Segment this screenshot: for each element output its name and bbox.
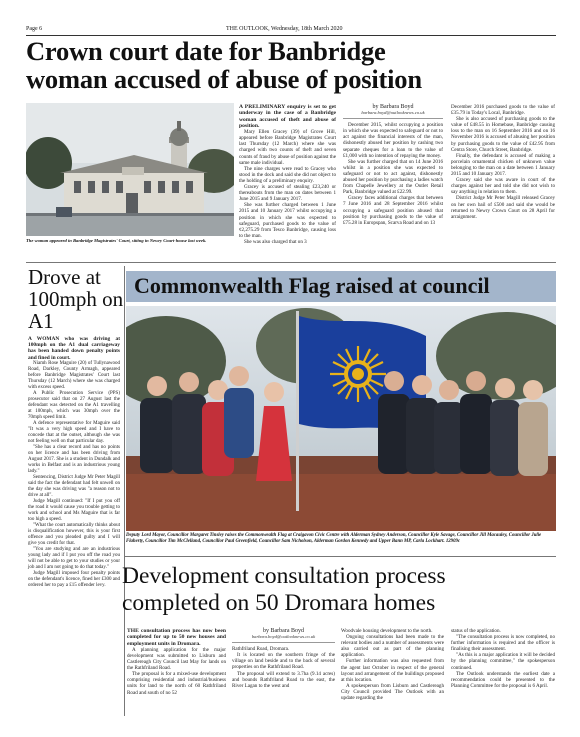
story4-paragraph: The proposal will extend to 3.7ha (9.14 acres) and bounds Rathfriland Road to the east, the River Lagan to the west and xyxy=(232,670,335,689)
story1-column-2 xyxy=(343,104,443,226)
story4-column-3 xyxy=(341,628,444,701)
story2-body xyxy=(28,336,120,589)
story4-paragraph: It is located on the southern fringe of the village on land beside and to the back of several properties on the Rathfriland Road. xyxy=(232,652,335,671)
story1-paragraph: She was further charged between 1 June 2015 and 10 January 2017 whilst occupying a position in which she was expected to safeguard, purchased goods to the value of ¢2,275.29 from Tesco Banbridge, causing loss to the man. xyxy=(239,202,336,239)
story2-paragraph: "She has a clear record and has no points on her licence and has been driving from August 2017. She is a student in Dundalk and works in Belfast and is an industrious young lady." xyxy=(28,445,120,475)
story4-paragraph: Further information was also requested from the agent last October in respect of the general layout and arrangement of the buildings proposed at this location. xyxy=(341,658,444,683)
story3-headline-bar xyxy=(126,271,556,302)
story4-paragraph: The Outlook understands the earliest date a recommendation could be presented to the Planning Committee for the proposal is 6 April. xyxy=(451,670,555,689)
story4-byline-email: barbara.boyd@outlooknews.co.uk xyxy=(232,634,335,643)
headline-line-1: Crown court date for Banbridge xyxy=(26,36,386,66)
story1-paragraph: She was also charged that on 3 xyxy=(244,238,307,245)
story1-column-1 xyxy=(239,104,336,245)
commonwealth-flag-emblem xyxy=(330,346,386,402)
story1-paragraph: December 2015, whilst occupying a position in which she was expected to safeguard or not to act against the financial interests of the man, dishonestly abused her position by cashing two separate cheques for a loan to the value of £1,000 with no intention of repaying the money. xyxy=(343,122,443,159)
story2-paragraph: Judge Magill continued: "If I put you off the road it would cause you trouble getting to work and school and Ms Maguire that is far too high a speed. xyxy=(28,499,120,523)
running-header xyxy=(26,24,556,36)
story1-column-3 xyxy=(451,104,555,220)
story2-headline: Drove at 100mph on A1 xyxy=(28,265,124,333)
story2-lead: A WOMAN who was driving at 100mph on the A1 dual carriageway has been handed down penalty points and fined in court. xyxy=(28,336,120,361)
story4-column-1 xyxy=(127,628,226,696)
story2-paragraph: "You are studying and are an industrious young lady and if I put you off the road you will not be able to get to your studies or your job and I am not going to do that today." xyxy=(28,547,120,571)
story1-paragraph: Gracey faces additional charges that between 7 June 2016 and 28 September 2016 whilst occupying a safeguard position abused that position by purchasing goods to the value of £75.28 in Europspan, Scarva Road and on 13 xyxy=(343,195,443,226)
column-divider xyxy=(124,266,125,716)
story4-paragraph: "As this is a major application it will be decided by the planning committee," the spokesperson continued. xyxy=(451,652,555,671)
flag-raising-photo xyxy=(126,306,556,531)
story1-byline-email: barbara.boyd@outlooknews.co.uk xyxy=(343,110,443,119)
story4-headline xyxy=(122,563,558,617)
story1-paragraph: She is also accused of purchasing goods to the value of £48.55 in Homebase, Banbridge causing loss to the man on 16 September 2016 and on 16 November 2016 is accused of abusing her position by purchasing goods to the value of £42.95 from Centra Store, Church Street, Banbridge. xyxy=(451,116,555,153)
story1-photo-caption: The woman appeared in Banbridge Magistrates' Court, sitting in Newry Court-house last week. xyxy=(26,238,207,243)
story1-paragraph: District Judge Mr Peter Magill released Gracey on her own bail of £500 and said she would be returned to Newry Crown Court on 28 April for arraignment. xyxy=(451,195,555,220)
courthouse-photo xyxy=(26,103,234,236)
story4-column-4 xyxy=(451,628,555,689)
story1-paragraph: She was further charged that on 14 June 2016 whilst in a position she was expected to safeguard or not to act against, dishonestly abused her position by purchasing a ladies watch from Chapelle Jewellery at the Outlet Retail Park, Banbridge valued at £22.99. xyxy=(343,158,443,196)
headline-line-2: completed on 50 Dromara homes xyxy=(122,590,436,616)
story2-paragraph: Judge Magill imposed four penalty points on the defendant's licence, fined her £300 and ordered her to pay a £15 offender levy. xyxy=(28,571,120,589)
story1-paragraph: Mary Ellen Gracey (39) of Grove Hill, appeared before Banbridge Magistrates Court last Thursday (12 March) where she was charged with two counts of theft and seven counts of fraud by abuse of position against the same male individual. xyxy=(239,129,336,166)
story1-paragraph: Gracey is accused of stealing £23,240 or thereabouts from the man on dates between 1 June 2015 and 9 January 2017. xyxy=(239,184,336,203)
story1-byline: by Barbara Boyd xyxy=(372,104,414,110)
story4-paragraph: The proposal is for a mixed-use development comprising residential and industrial/business units for land to the north of 60 Rathfriland Road and south of no 52 xyxy=(127,671,226,696)
paper-date: THE OUTLOOK, Wednesday, 18th March 2020 xyxy=(226,26,343,32)
story1-paragraph: December 2016 purchased goods to the value of £35.79 in Today's Local, Banbridge. xyxy=(451,104,555,117)
story2-paragraph: Sentencing, District Judge Mr Peter Magill said the fact the defendant had felt unwell on the day she was driving was "a reason not to drive at all". xyxy=(28,475,120,499)
story4-paragraph: Ongoing consultations had been made to the relevant bodies and a number of assessments were also carried out as part of the planning application. xyxy=(341,634,444,659)
story3-caption: Deputy Lord Mayor, Councillor Margaret Tinsley raises the Commonwealth Flag at Craigavon Civic Centre with Alderman Sydney Anderson, Councillor Kyle Savage, Councillor Jill Macauley, Councillor Julie Flaherty, Councillor Tim McClelland, Councillor Paul Greenfield, Councillor Sam Nicholson, Alderman Gordon Kennedy and Upper Bann MP, Carla Lockhart. 12909c xyxy=(126,533,542,544)
story4-paragraph: Woodvale housing development to the north. xyxy=(341,628,433,634)
story1-paragraph: Gracey said she was aware in court of the charges against her and told she did not wish to say anything in relation to them. xyxy=(451,177,555,196)
divider xyxy=(124,556,556,557)
story2-paragraph: A Public Prosecution Service (PPS) prosecutor said that on 27 August last the defendant was detected on the A1 travelling at 100mph, which was 30mph over the 70mph speed limit. xyxy=(28,390,120,420)
story4-paragraph: Rathfriland Road, Dromara. xyxy=(232,646,290,653)
story4-paragraph: status of the application. xyxy=(451,628,501,634)
story2-paragraph: "What the court automatically thinks about is disqualification however, this is your first offence and you pleaded guilty and I will give you credit for that. xyxy=(28,523,120,547)
story2-paragraph: A defence representative for Maguire said "It was a very high speed and I have to concede that at the outset, although she was not feeling well on that particular day. xyxy=(28,420,120,445)
story3-headline: Commonwealth Flag raised at council xyxy=(134,273,490,298)
story1-paragraph: Finally, the defendant is accused of making a porcelain ornamental chicken of unknown value belonging to the man on a date between 1 January 2015 and 10 January 2017. xyxy=(451,152,555,178)
divider xyxy=(26,262,556,263)
story4-byline: by Barbara Boyd xyxy=(263,628,304,634)
story4-paragraph: "The consultation process is now completed, no further information is required and the officer is finalising their assessment. xyxy=(451,634,555,653)
story4-lead: THE consultation process has now been completed for up to 50 new houses and employment units in Dromara. xyxy=(127,628,226,647)
story4-paragraph: A spokesperson from Lisburn and Castlereagh City Council provided The Outlook with an update regarding the xyxy=(341,682,444,702)
story4-column-2 xyxy=(232,628,335,689)
story1-paragraph: The nine charges were read to Gracey who stood in the dock and said she did not object to the holding of a preliminary enquiry. xyxy=(239,165,336,184)
page-number: Page 6 xyxy=(26,26,43,32)
headline-line-1: Development consultation process xyxy=(122,563,446,589)
headline-line-2: woman accused of abuse of position xyxy=(26,64,422,94)
story1-headline xyxy=(26,37,556,93)
story1-lead: A PRELIMINARY enquiry is set to get underway in the case of a Banbridge woman accused of theft and abuse of position. xyxy=(239,104,336,129)
story2-paragraph: Niamh Rose Maguire (20) of Tullynawood Road, Darkley, County Armagh, appeared before Banbridge Magistrates' Court last Thursday (12 March) where she was charged with excess speed. xyxy=(28,360,120,390)
story4-paragraph: A planning application for the major development was submitted to Lisburn and Castlereagh City Council last May for lands on the Rathfriland Road. xyxy=(127,646,226,672)
